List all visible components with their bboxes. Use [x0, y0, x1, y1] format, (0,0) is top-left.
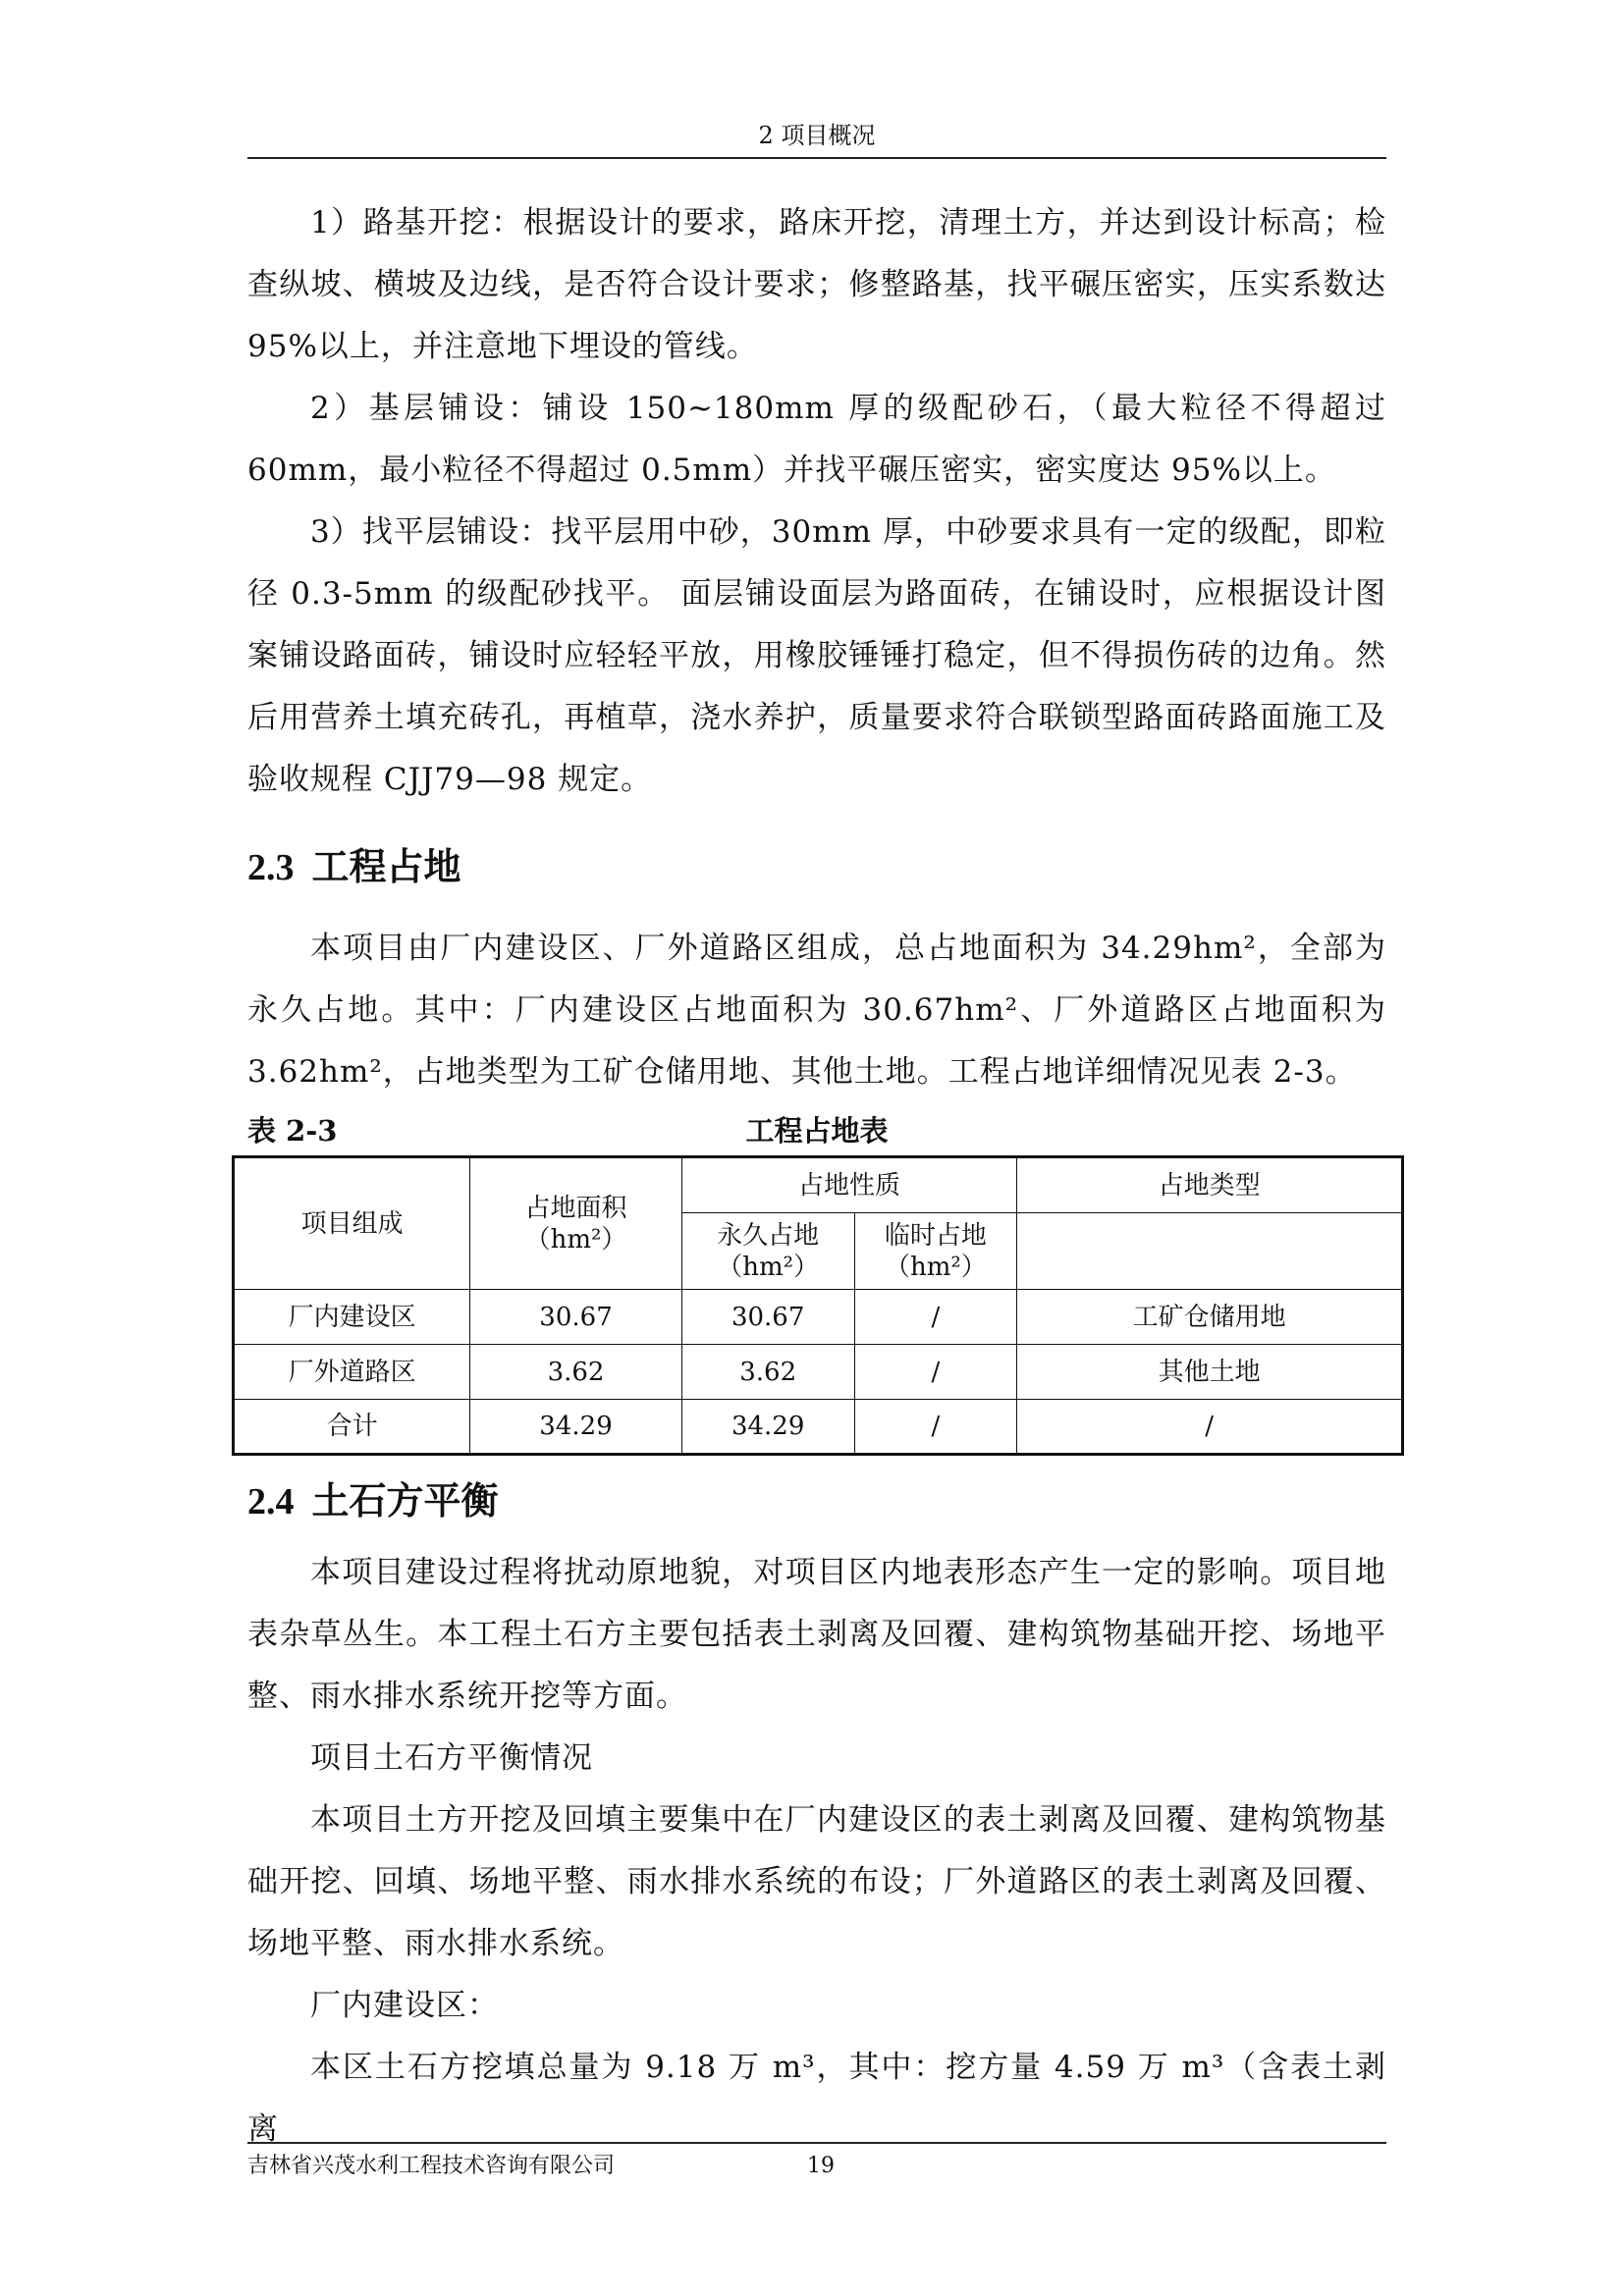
paragraph-plant-area-label: 厂内建设区： — [310, 1988, 499, 2023]
header-permanent-label: 永久占地 — [717, 1220, 820, 1251]
header-nature: 占地性质 — [681, 1157, 1017, 1213]
cell-type: 工矿仓储用地 — [1017, 1290, 1403, 1345]
page-number: 19 — [807, 2154, 835, 2178]
table-title: 工程占地表 — [745, 1114, 889, 1148]
header-permanent-unit: （hm²） — [717, 1252, 820, 1282]
cell-component: 厂内建设区 — [234, 1290, 470, 1345]
paragraph-land-occupation: 本项目由厂内建设区、厂外道路区组成，总占地面积为 34.29hm²，全部为永久占地。其中：厂内建设区占地面积为 30.67hm²、厂外道路区占地面积为 3.62hm²，占地类型为工矿仓储用地、其他土地。工程占地详细情况见表 2-3。 — [247, 931, 1386, 1090]
header-temporary — [854, 1213, 1017, 1290]
cell-permanent: 34.29 — [681, 1400, 854, 1455]
section-number: 2.4 — [247, 1481, 295, 1522]
table-header-row — [234, 1157, 1403, 1213]
section-title: 工程占地 — [311, 844, 461, 888]
land-occupation-table — [232, 1155, 1404, 1456]
cell-area: 34.29 — [470, 1400, 682, 1455]
header-component: 项目组成 — [234, 1157, 470, 1290]
running-header: 2 项目概况 — [758, 122, 876, 149]
section-number: 2.3 — [247, 847, 295, 888]
table-number: 表 2-3 — [247, 1114, 338, 1148]
table-row-total — [234, 1400, 1403, 1455]
paragraph-leveling-layer: 3）找平层铺设：找平层用中砂，30mm 厚，中砂要求具有一定的级配，即粒径 0.3-5mm 的级配砂找平。 面层铺设面层为路面砖，在铺设时，应根据设计图案铺设路面砖，铺设时应轻轻平放，用橡胶锤锤打稳定，但不得损伤砖的边角。然后用营养土填充砖孔，再植草，浇水养护，质量要求符合联锁型路面砖路面施工及验收规程 CJJ79—98 规定。 — [247, 514, 1386, 797]
paragraph-plant-area-volume: 本区土石方挖填总量为 9.18 万 m³，其中：挖方量 4.59 万 m³（含表土剥离 — [247, 2050, 1386, 2147]
paragraph-earthwork-intro: 本项目建设过程将扰动原地貌，对项目区内地表形态产生一定的影响。项目地表杂草丛生。本工程土石方主要包括表土剥离及回覆、建构筑物基础开挖、场地平整、雨水排水系统开挖等方面。 — [247, 1555, 1386, 1714]
footer-company: 吉林省兴茂水利工程技术咨询有限公司 — [247, 2154, 616, 2178]
header-temporary-label: 临时占地 — [884, 1220, 987, 1251]
header-area-unit: （hm²） — [524, 1224, 627, 1255]
cell-area: 30.67 — [470, 1290, 682, 1345]
cell-area: 3.62 — [470, 1345, 682, 1400]
paragraph-base-layer: 2）基层铺设：铺设 150~180mm 厚的级配砂石，（最大粒径不得超过 60mm，最小粒径不得超过 0.5mm）并找平碾压密实，密实度达 95%以上。 — [247, 391, 1386, 488]
paragraph-earthwork-subtitle: 项目土石方平衡情况 — [310, 1740, 593, 1776]
cell-component: 合计 — [234, 1400, 470, 1455]
header-temporary-unit: （hm²） — [885, 1252, 987, 1282]
cell-temporary: / — [854, 1290, 1017, 1345]
table-caption — [247, 1109, 1386, 1152]
section-heading-2-3 — [247, 840, 1386, 894]
table-row — [234, 1290, 1403, 1345]
cell-permanent: 30.67 — [681, 1290, 854, 1345]
header-type: 占地类型 — [1017, 1157, 1403, 1213]
header-permanent — [681, 1213, 854, 1290]
cell-temporary: / — [854, 1400, 1017, 1455]
table-row — [234, 1345, 1403, 1400]
section-heading-2-4 — [247, 1474, 1386, 1528]
cell-component: 厂外道路区 — [234, 1345, 470, 1400]
header-rule — [247, 157, 1386, 159]
paragraph-earthwork-scope: 本项目土方开挖及回填主要集中在厂内建设区的表土剥离及回覆、建构筑物基础开挖、回填、场地平整、雨水排水系统的布设；厂外道路区的表土剥离及回覆、场地平整、雨水排水系统。 — [247, 1802, 1386, 1961]
footer-rule — [247, 2142, 1386, 2144]
cell-type: / — [1017, 1400, 1403, 1455]
paragraph-roadbed-excavation: 1）路基开挖：根据设计的要求，路床开挖，清理土方，并达到设计标高；检查纵坡、横坡及边线，是否符合设计要求；修整路基，找平碾压密实，压实系数达 95%以上，并注意地下埋设的管线。 — [247, 205, 1386, 364]
header-area-label: 占地面积 — [524, 1193, 627, 1223]
cell-permanent: 3.62 — [681, 1345, 854, 1400]
header-type-blank — [1017, 1213, 1403, 1290]
cell-temporary: / — [854, 1345, 1017, 1400]
header-area — [470, 1157, 682, 1290]
section-title: 土石方平衡 — [311, 1478, 499, 1522]
cell-type: 其他土地 — [1017, 1345, 1403, 1400]
